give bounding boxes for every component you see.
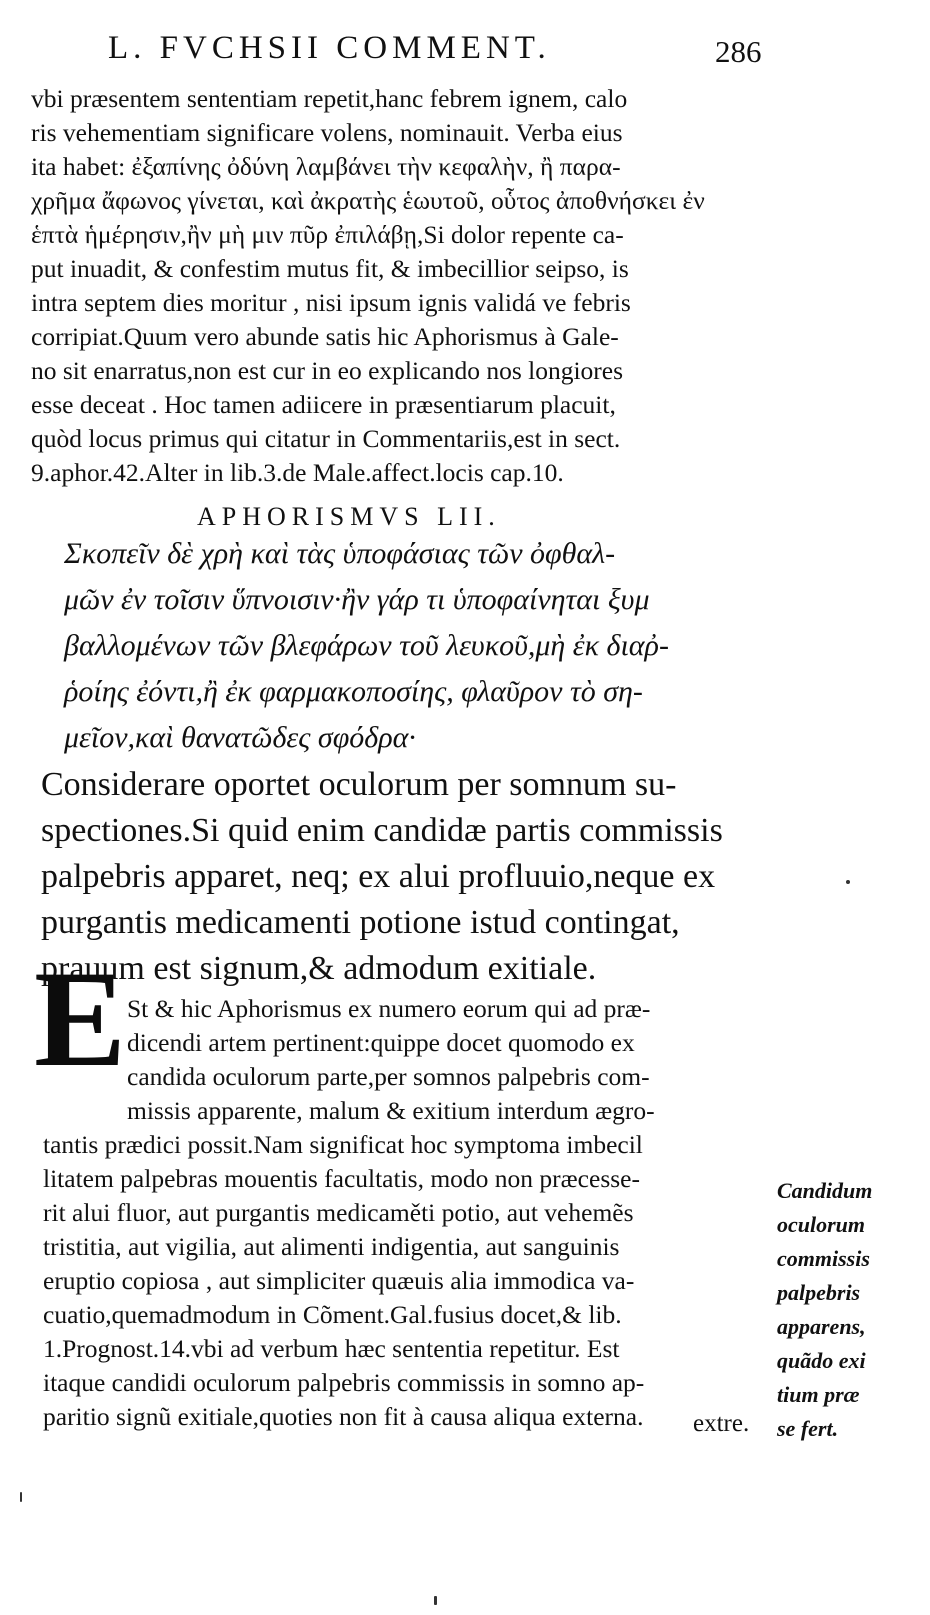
latin-line: palpebris apparet, neq; ex alui profluuio,neque ex xyxy=(41,858,716,895)
text-line: intra septem dies moritur , nisi ipsum ignis validá ve febris xyxy=(31,288,631,317)
text-line: 9.aphor.42.Alter in lib.3.de Male.affect.locis cap.10. xyxy=(31,458,564,487)
margin-line: se fert. xyxy=(777,1416,839,1441)
ink-speck xyxy=(20,1492,22,1502)
text-line: put inuadit, & confestim mutus fit, & imbecillior seipso, is xyxy=(31,254,629,283)
running-header: L. FVCHSII COMMENT. xyxy=(108,30,551,66)
margin-line: Candidum xyxy=(777,1178,873,1203)
latin-line: purgantis medicamenti potione istud contingat, xyxy=(41,904,680,941)
page-number: 286 xyxy=(715,34,762,69)
margin-line: commissis xyxy=(777,1246,870,1271)
text-line: candida oculorum parte,per somnos palpebris com- xyxy=(127,1062,650,1091)
text-line: no sit enarratus,non est cur in eo explicando nos longiores xyxy=(31,356,624,385)
text-line: St & hic Aphorismus ex numero eorum qui ad præ- xyxy=(127,994,651,1023)
text-line: cuatio,quemadmodum in Cõment.Gal.fusius docet,& lib. xyxy=(43,1300,622,1329)
text-line: eruptio copiosa , aut simpliciter quæuis alia immodica va- xyxy=(43,1266,635,1295)
ink-speck xyxy=(846,880,850,884)
text-line: ἑπτὰ ἡμέρησιν,ἢν μὴ μιν πῦρ ἐπιλάβῃ,Si dolor repente ca- xyxy=(31,220,624,249)
greek-line: Σκοπεῖν δὲ χρὴ καὶ τὰς ὑποφάσιας τῶν ὀφθαλ- xyxy=(64,537,616,570)
catchword: extre. xyxy=(693,1410,750,1437)
margin-line: quãdo exi xyxy=(777,1348,866,1373)
greek-line: ῥοίης ἐόντι,ἢ ἐκ φαρμακοποσίης, φλαῦρον τὸ ση- xyxy=(64,675,643,708)
greek-line: βαλλομένων τῶν βλεφάρων τοῦ λευκοῦ,μὴ ἐκ διαῤ- xyxy=(64,629,669,662)
ink-speck xyxy=(434,1596,437,1605)
text-line: ris vehementiam significare volens, nominauit. Verba eius xyxy=(31,118,623,147)
text-line: esse deceat . Hoc tamen adiicere in præsentiarum placuit, xyxy=(31,390,616,419)
margin-line: oculorum xyxy=(777,1212,866,1237)
latin-line: Considerare oportet oculorum per somnum su- xyxy=(41,766,677,803)
text-line: tantis prædici possit.Nam significat hoc symptoma imbecil xyxy=(43,1130,643,1159)
text-line: missis apparente, malum & exitium interdum ægro- xyxy=(127,1096,655,1125)
text-line: litatem palpebras mouentis facultatis, modo non præcesse- xyxy=(43,1164,640,1193)
text-line: corripiat.Quum vero abunde satis hic Aphorismus à Gale- xyxy=(31,322,619,351)
text-line: rit alui fluor, aut purgantis medicaměti potio, aut vehemẽs xyxy=(43,1198,634,1227)
margin-line: palpebris xyxy=(777,1280,861,1305)
text-line: tristitia, aut vigilia, aut alimenti indigentia, aut sanguinis xyxy=(43,1232,620,1261)
margin-line: apparens, xyxy=(777,1314,866,1339)
text-line: vbi præsentem sententiam repetit,hanc febrem ignem, calo xyxy=(31,84,628,113)
latin-line: spectiones.Si quid enim candidæ partis commissis xyxy=(41,812,723,849)
text-line: 1.Prognost.14.vbi ad verbum hæc sententia repetitur. Est xyxy=(43,1334,620,1363)
greek-line: μεῖον,καὶ θανατῶδες σφόδρα· xyxy=(64,721,416,754)
text-line: ita habet: ἐξαπίνης ὀδύνη λαμβάνει τὴν κεφαλὴν, ἢ παρα- xyxy=(31,152,621,181)
text-line: dicendi artem pertinent:quippe docet quomodo ex xyxy=(127,1028,635,1057)
margin-line: tium præ xyxy=(777,1382,860,1407)
text-line: quòd locus primus qui citatur in Commentariis,est in sect. xyxy=(31,424,621,453)
text-line: itaque candidi oculorum palpebris commissis in somno ap- xyxy=(43,1368,645,1397)
drop-cap: E xyxy=(34,942,127,1095)
text-line: χρῆμα ἄφωνος γίνεται, καὶ ἀκρατὴς ἑωυτοῦ, οὗτος ἀποθνήσκει ἐν xyxy=(31,186,705,215)
latin-line: prauum est signum,& admodum exitiale. xyxy=(41,950,597,987)
text-line: paritio signũ exitiale,quoties non fit à causa aliqua externa. xyxy=(43,1402,644,1431)
greek-line: μῶν ἐν τοῖσιν ὕπνοισιν·ἢν γάρ τι ὑποφαίνηται ξυμ xyxy=(64,583,650,616)
aphorism-heading: APHORISMVS LII. xyxy=(197,502,501,531)
